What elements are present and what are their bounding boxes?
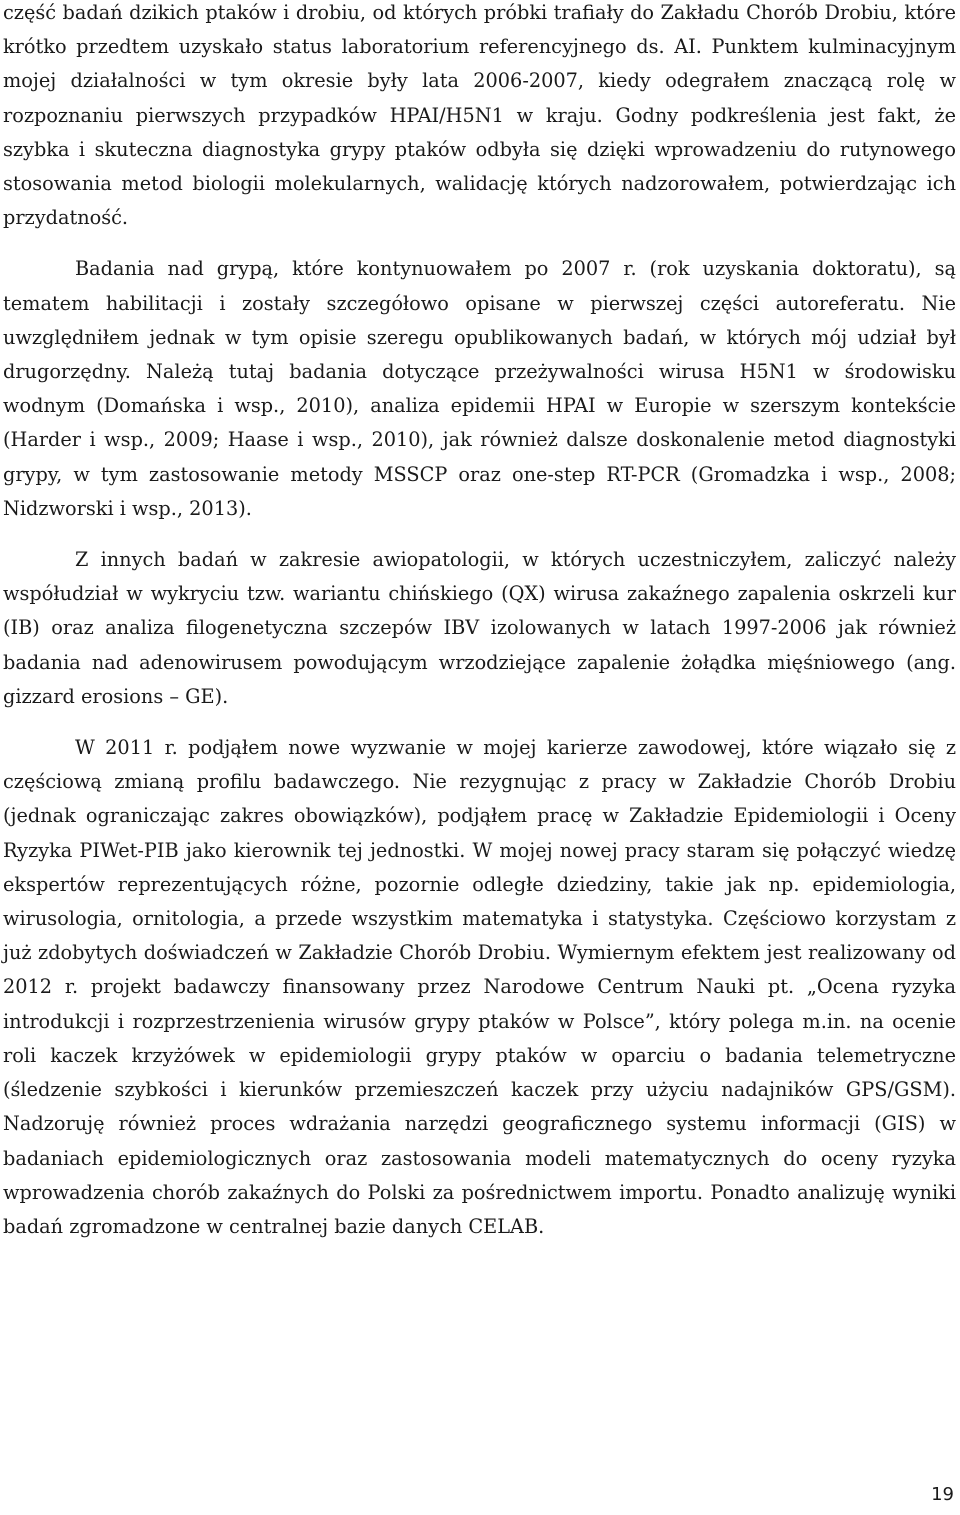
paragraph-1: część badań dzikich ptaków i drobiu, od których próbki trafiały do Zakładu Chorób Drobiu, które krótko przedtem uzyskało status laboratorium referencyjnego ds. AI. Punktem kulminacyjnym mojej działalności w tym okresie były lata 2006-2007, kiedy odegrałem znaczącą rolę w rozpoznaniu pierwszych przypadków HPAI/H5N1 w kraju. Godny podkreślenia jest fakt, że szybka i skuteczna diagnostyka grypy ptaków odbyła się dzięki wprowadzeniu do rutynowego stosowania metod biologii molekularnych, walidację których nadzorowałem, potwierdzając ich przydatność. <box>3 1 956 230</box>
paragraph-2: Badania nad grypą, które kontynuowałem po 2007 r. (rok uzyskania doktoratu), są tematem habilitacji i zostały szczegółowo opisane w pierwszej części autoreferatu. Nie uwzględniłem jednak w tym opisie szeregu opublikowanych badań, w których mój udział był drugorzędny. Należą tutaj badania dotyczące przeżywalności wirusa H5N1 w środowisku wodnym (Domańska i wsp., 2010), analiza epidemii HPAI w Europie w szerszym kontekście (Harder i wsp., 2009; Haase i wsp., 2010), jak również dalsze doskonalenie metod diagnostyki grypy, w tym zastosowanie metody MSSCP oraz one-step RT-PCR (Gromadzka i wsp., 2008; Nidzworski i wsp., 2013). <box>3 257 956 520</box>
body-text <box>3 0 956 1244</box>
paragraph-3: Z innych badań w zakresie awiopatologii, w których uczestniczyłem, zaliczyć należy współudział w wykryciu tzw. wariantu chińskiego (QX) wirusa zakaźnego zapalenia oskrzeli kur (IB) oraz analiza filogenetyczna szczepów IBV izolowanych w latach 1997-2006 jak również badania nad adenowirusem powodującym wrzodziejące zapalenie żołądka mięśniowego (ang. gizzard erosions – GE). <box>3 548 956 708</box>
paragraph-4: W 2011 r. podjąłem nowe wyzwanie w mojej karierze zawodowej, które wiązało się z częściową zmianą profilu badawczego. Nie rezygnując z pracy w Zakładzie Chorób Drobiu (jednak ograniczając zakres obowiązków), podjąłem pracę w Zakładzie Epidemiologii i Oceny Ryzyka PIWet-PIB jako kierownik tej jednostki. W mojej nowej pracy staram się połączyć wiedzę ekspertów reprezentujących różne, pozornie odległe dziedziny, takie jak np. epidemiologia, wirusologia, ornitologia, a przede wszystkim matematyka i statystyka. Częściowo korzystam z już zdobytych doświadczeń w Zakładzie Chorób Drobiu. Wymiernym efektem jest realizowany od 2012 r. projekt badawczy finansowany przez Narodowe Centrum Nauki pt. „Ocena ryzyka introdukcji i rozprzestrzenienia wirusów grypy ptaków w Polsce”, który polega m.in. na ocenie roli kaczek krzyżówek w epidemiologii grypy ptaków w oparciu o badania telemetryczne (śledzenie szybkości i kierunków przemieszczeń kaczek przy użyciu nadajników GPS/GSM). Nadzoruję również proces wdrażania narzędzi geograficznego systemu informacji (GIS) w badaniach epidemiologicznych oraz zastosowania modeli matematycznych do oceny ryzyka wprowadzenia chorób zakaźnych do Polski za pośrednictwem importu. Ponadto analizuję wyniki badań zgromadzone w centralnej bazie danych CELAB. <box>3 736 956 1238</box>
page-number: 19 <box>931 1484 954 1505</box>
